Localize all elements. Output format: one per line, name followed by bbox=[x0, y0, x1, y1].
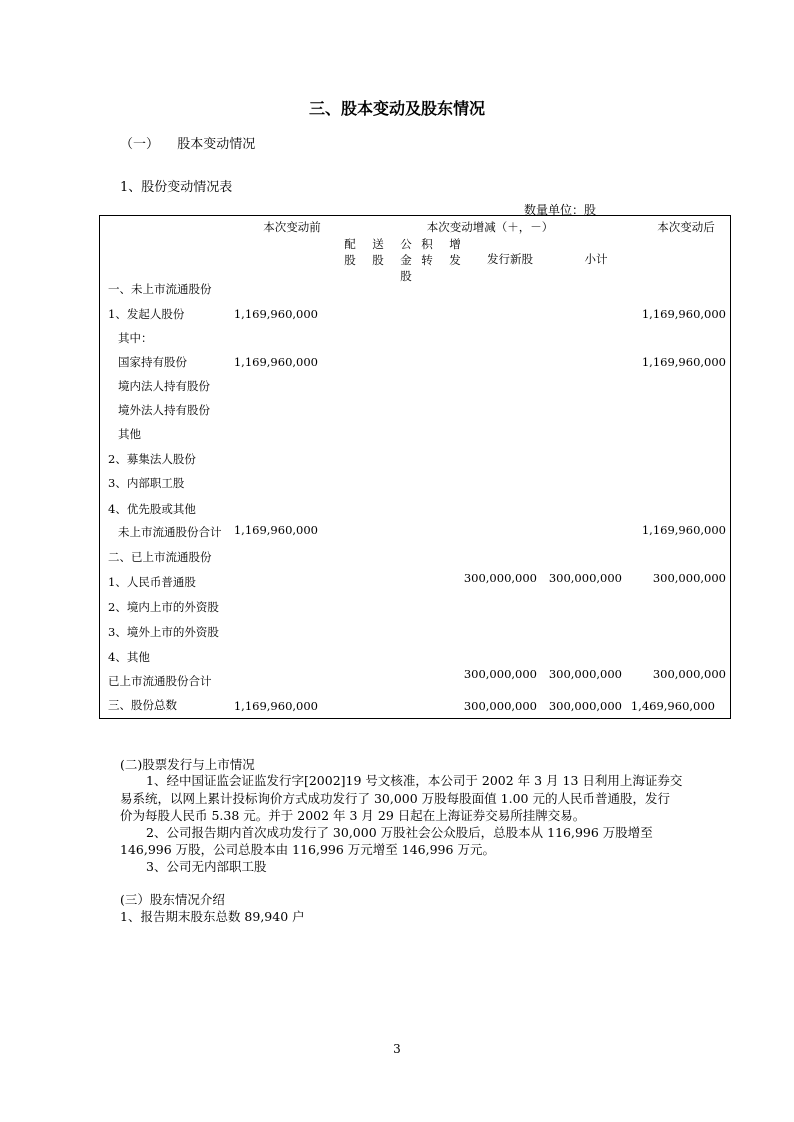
row-before: 1,169,960,000 bbox=[233, 523, 318, 537]
row-after: 300,000,000 bbox=[652, 571, 726, 585]
row-new-issue: 300,000,000 bbox=[463, 571, 537, 585]
section-3-title: (三）股东情况介绍 bbox=[120, 892, 225, 907]
section-2-paragraph-1-line-1: 1、经中国证监会证监发行字[2002]19 号文核准，本公司于 2002 年 3 月 13 日利用上海证券交 bbox=[146, 773, 683, 788]
row-before: 1,169,960,000 bbox=[233, 355, 318, 369]
row-after: 300,000,000 bbox=[652, 667, 726, 681]
row-before: 1,169,960,000 bbox=[233, 699, 318, 713]
section-2-paragraph-1-line-3: 价为每股人民币 5.38 元。并于 2002 年 3 月 29 日起在上海证券交易所挂牌交易。 bbox=[120, 808, 586, 823]
row-label: 4、优先股或其他 bbox=[108, 502, 196, 516]
page-heading: 三、股本变动及股东情况 bbox=[308, 99, 485, 118]
row-label: 4、其他 bbox=[108, 650, 150, 664]
table-title: 1、股份变动情况表 bbox=[120, 180, 233, 195]
header-song-2: 股 bbox=[372, 253, 384, 267]
section-1-title: 股本变动情况 bbox=[177, 137, 256, 152]
row-label: 国家持有股份 bbox=[118, 355, 187, 369]
row-label: 境外法人持有股份 bbox=[118, 403, 210, 417]
header-change: 本次变动增减（＋，－） bbox=[426, 220, 554, 234]
row-label: 3、内部职工股 bbox=[108, 476, 185, 490]
row-label: 未上市流通股份合计 bbox=[118, 525, 222, 539]
header-new-issue: 发行新股 bbox=[487, 252, 533, 266]
row-after: 1,169,960,000 bbox=[641, 307, 726, 321]
row-label: 三、股份总数 bbox=[108, 698, 177, 712]
row-label: 二、已上市流通股份 bbox=[108, 550, 212, 564]
header-gong-1: 公 bbox=[400, 237, 412, 251]
row-label: 2、募集法人股份 bbox=[108, 452, 196, 466]
row-label: 境内法人持有股份 bbox=[118, 379, 210, 393]
row-label: 其中： bbox=[118, 331, 153, 345]
header-zeng-1: 增 bbox=[449, 237, 461, 251]
row-new-issue: 300,000,000 bbox=[463, 667, 537, 681]
row-label: 1、发起人股份 bbox=[108, 307, 185, 321]
row-subtotal: 300,000,000 bbox=[548, 571, 622, 585]
row-label: 2、境内上市的外资股 bbox=[108, 600, 219, 614]
header-gong-2: 积 bbox=[421, 237, 433, 251]
page-number: 3 bbox=[393, 1042, 401, 1056]
row-label: 3、境外上市的外资股 bbox=[108, 625, 219, 639]
section-2-paragraph-2-line-2: 146,996 万股，公司总股本由 116,996 万元增至 146,996 万元。 bbox=[120, 842, 495, 857]
row-label: 已上市流通股份合计 bbox=[108, 674, 212, 688]
row-subtotal: 300,000,000 bbox=[548, 699, 622, 713]
row-after: 1,169,960,000 bbox=[641, 355, 726, 369]
row-after: 1,169,960,000 bbox=[641, 523, 726, 537]
header-gong-5: 股 bbox=[400, 269, 412, 283]
header-pei-2: 股 bbox=[344, 253, 356, 267]
row-label: 一、未上市流通股份 bbox=[108, 282, 212, 296]
share-change-table bbox=[99, 215, 731, 719]
header-subtotal: 小计 bbox=[584, 252, 608, 266]
shareholder-count-line: 1、报告期末股东总数 89,940 户 bbox=[120, 909, 305, 924]
row-after: 1,469,960,000 bbox=[630, 699, 715, 713]
section-1-heading bbox=[120, 133, 255, 152]
header-pei-1: 配 bbox=[344, 237, 356, 251]
header-gong-4: 转 bbox=[421, 253, 433, 267]
header-song-1: 送 bbox=[372, 237, 384, 251]
row-subtotal: 300,000,000 bbox=[548, 667, 622, 681]
section-2-paragraph-3: 3、公司无内部职工股 bbox=[146, 859, 267, 874]
section-2-paragraph-2-line-1: 2、公司报告期内首次成功发行了 30,000 万股社会公众股后，总股本从 116,996 万股增至 bbox=[146, 825, 653, 840]
header-gong-3: 金 bbox=[400, 253, 412, 267]
header-zeng-2: 发 bbox=[449, 253, 461, 267]
row-label: 其他 bbox=[118, 427, 141, 441]
row-before: 1,169,960,000 bbox=[233, 307, 318, 321]
section-1-label: （一） bbox=[120, 137, 160, 152]
section-2-paragraph-1-line-2: 易系统，以网上累计投标询价方式成功发行了 30,000 万股每股面值 1.00 元的人民币普通股，发行 bbox=[120, 791, 670, 806]
header-after: 本次变动后 bbox=[657, 220, 715, 234]
unit-label: 数量单位：股 bbox=[524, 203, 597, 217]
row-new-issue: 300,000,000 bbox=[463, 699, 537, 713]
row-label: 1、人民币普通股 bbox=[108, 575, 196, 589]
section-2-title: (二)股票发行与上市情况 bbox=[120, 757, 255, 772]
header-before: 本次变动前 bbox=[263, 220, 321, 234]
